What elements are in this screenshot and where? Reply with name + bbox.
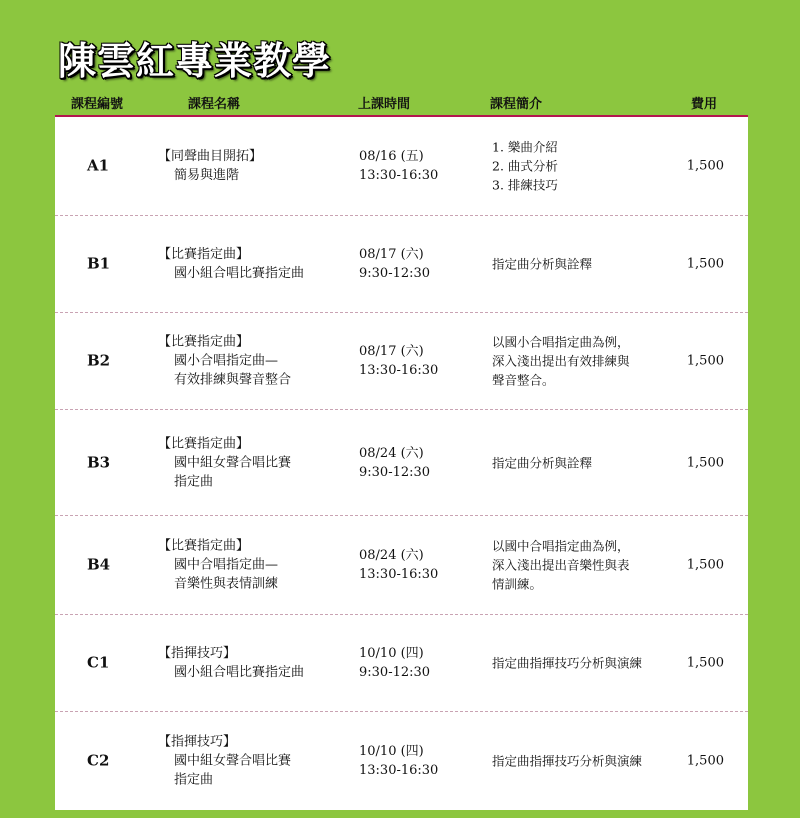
course-name (158, 245, 338, 283)
class-date: 10/10 (四) (359, 744, 424, 759)
class-date: 08/17 (六) (359, 247, 424, 262)
course-name (158, 333, 338, 390)
course-id: B2 (87, 351, 111, 370)
class-time (359, 742, 469, 780)
course-intro (492, 537, 672, 594)
class-time (359, 342, 469, 380)
intro-line: 聲音整合。 (492, 372, 555, 388)
class-time (359, 147, 469, 185)
table-row (55, 615, 748, 712)
class-date: 10/10 (四) (359, 646, 424, 661)
header-fee: 費用 (691, 97, 718, 112)
class-hours: 9:30-12:30 (359, 266, 431, 281)
intro-line: 指定曲分析與詮釋 (492, 455, 593, 470)
intro-line: 深入淺出提出音樂性與表 (492, 557, 630, 573)
header-class-time: 上課時間 (358, 97, 411, 112)
course-title-line: 音樂性與表情訓練 (174, 576, 279, 592)
course-intro (492, 752, 672, 771)
course-name (158, 434, 338, 491)
course-id: C2 (87, 751, 110, 770)
course-category: 【指揮技巧】 (158, 646, 237, 661)
course-category: 【比賽指定曲】 (158, 436, 250, 451)
course-fee: 1,500 (686, 256, 724, 272)
course-id: B1 (87, 254, 111, 273)
course-title-line: 指定曲 (174, 772, 214, 788)
intro-line: 以國中合唱指定曲為例， (492, 538, 630, 554)
intro-line: 情訓練。 (492, 576, 543, 592)
class-date: 08/24 (六) (359, 445, 424, 461)
course-intro (492, 654, 672, 673)
course-intro (492, 255, 672, 274)
class-hours: 9:30-12:30 (359, 665, 431, 680)
course-title-line: 國小組合唱比賽指定曲 (174, 665, 305, 680)
intro-line: 指定曲指揮技巧分析與演練 (492, 753, 643, 769)
page-title: 陳雲紅專業教學 (58, 38, 332, 83)
course-fee: 1,500 (686, 158, 724, 174)
course-fee: 1,500 (686, 455, 724, 470)
header-course-name: 課程名稱 (188, 97, 241, 112)
intro-line: 指定曲指揮技巧分析與演練 (492, 655, 643, 671)
course-id: B4 (87, 555, 111, 574)
class-date: 08/16 (五) (359, 149, 424, 164)
table-row (55, 216, 748, 313)
table-header (55, 93, 748, 113)
course-name (158, 733, 338, 790)
class-hours: 13:30-16:30 (359, 567, 439, 582)
course-title-line: 簡易與進階 (174, 168, 240, 183)
table-row (55, 410, 748, 516)
course-title-line: 指定曲 (174, 474, 214, 489)
class-date: 08/24 (六) (359, 548, 424, 563)
course-id: B3 (87, 453, 111, 471)
course-table (55, 115, 748, 810)
intro-line: 以國小合唱指定曲為例， (492, 334, 630, 350)
table-row (55, 516, 748, 615)
course-id: C1 (87, 653, 110, 672)
class-time (359, 546, 469, 584)
class-hours: 13:30-16:30 (359, 763, 439, 778)
course-category: 【指揮技巧】 (158, 734, 237, 750)
course-title-line: 國小組合唱比賽指定曲 (174, 266, 305, 281)
course-intro (492, 453, 672, 472)
table-row (55, 712, 748, 810)
class-hours: 13:30-16:30 (359, 168, 439, 183)
course-fee: 1,500 (686, 655, 724, 671)
course-title-line: 有效排練與聲音整合 (174, 372, 292, 388)
intro-line: 3. 排練技巧 (492, 177, 558, 193)
header-course-intro: 課程簡介 (490, 97, 543, 112)
intro-line: 2. 曲式分析 (492, 158, 558, 174)
class-date: 08/17 (六) (359, 344, 424, 359)
course-title-line: 國中合唱指定曲— (174, 557, 279, 573)
course-fee: 1,500 (686, 753, 724, 769)
course-category: 【比賽指定曲】 (158, 247, 250, 262)
table-row (55, 117, 748, 216)
course-fee: 1,500 (686, 353, 724, 369)
course-intro (492, 138, 672, 195)
class-hours: 9:30-12:30 (359, 464, 431, 480)
class-hours: 13:30-16:30 (359, 363, 439, 378)
course-intro (492, 333, 672, 390)
class-time (359, 644, 469, 682)
course-category: 【比賽指定曲】 (158, 334, 250, 350)
intro-line: 深入淺出提出有效排練與 (492, 353, 630, 369)
course-name (158, 537, 338, 594)
course-fee: 1,500 (686, 557, 724, 573)
course-title-line: 國小合唱指定曲— (174, 353, 279, 369)
course-category: 【同聲曲目開拓】 (158, 149, 263, 164)
table-row (55, 313, 748, 410)
class-time (359, 245, 469, 283)
course-title-line: 國中組女聲合唱比賽 (174, 753, 292, 769)
intro-line: 指定曲分析與詮釋 (492, 256, 593, 272)
class-time (359, 444, 469, 482)
course-title-line: 國中組女聲合唱比賽 (174, 455, 292, 470)
course-name (158, 644, 338, 682)
course-category: 【比賽指定曲】 (158, 538, 250, 554)
intro-line: 1. 樂曲介紹 (492, 139, 558, 155)
course-name (158, 147, 338, 185)
header-course-id: 課程編號 (71, 97, 124, 112)
course-id: A1 (87, 156, 110, 175)
